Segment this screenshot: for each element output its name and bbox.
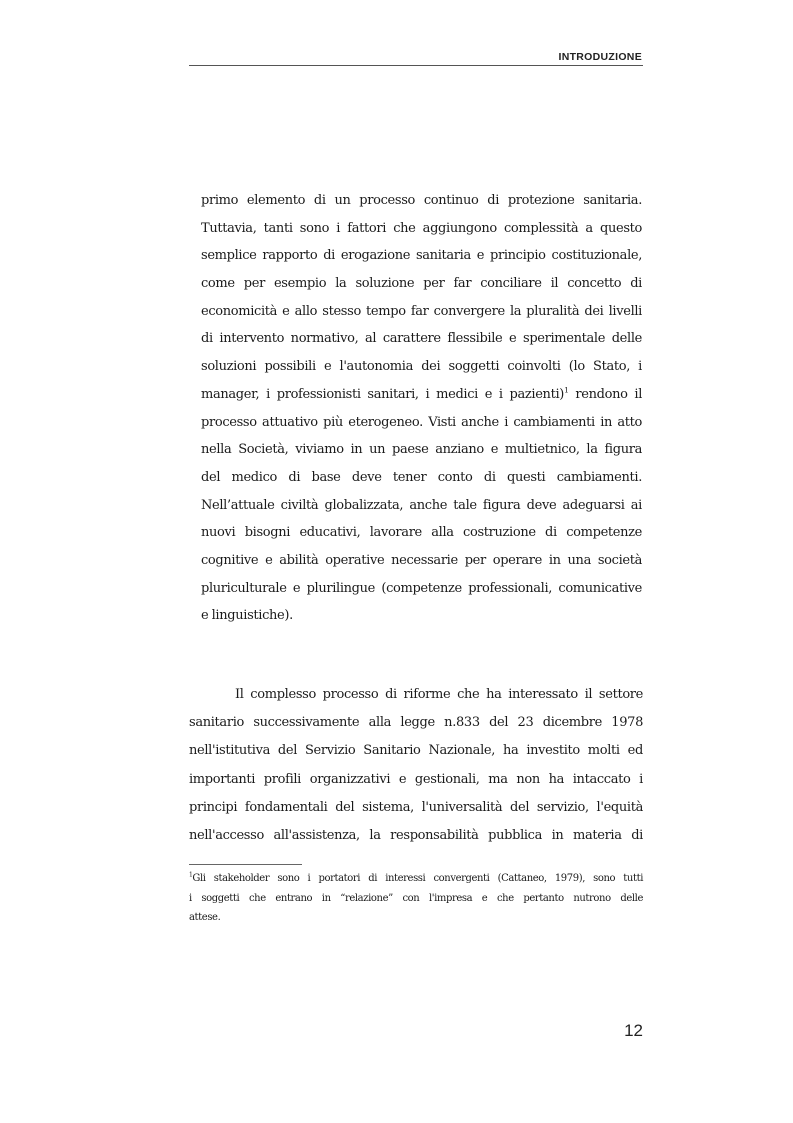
footnote-line: i soggetti che entrano in “relazione” con l'impresa e che pertanto nutrono delle (189, 892, 643, 904)
text-line: pluriculturale e plurilingue (competenze professionali, comunicative (201, 580, 642, 596)
text-line-start: manager, i professionisti sanitari, i medici e i pazienti) (201, 386, 564, 402)
footnote-separator (189, 864, 302, 865)
text-line: nell'accesso all'assistenza, la responsabilità pubblica in materia di (189, 827, 643, 843)
page-number: 12 (624, 1021, 643, 1040)
text-line: Tuttavia, tanti sono i fattori che aggiungono complessità a questo (201, 220, 642, 236)
text-line: di intervento normativo, al carattere flessibile e sperimentale delle (201, 331, 642, 347)
footnote-reference[interactable]: 1 (563, 385, 569, 395)
footnote-line: attese. (189, 912, 221, 923)
footnote-line (189, 869, 643, 889)
footnote-text: Gli stakeholder sono i portatori di interessi convergenti (Cattaneo, 1979), sono tutti (192, 873, 643, 884)
text-line: come per esempio la soluzione per far conciliare il concetto di (201, 276, 642, 292)
text-line: cognitive e abilità operative necessarie per operare in una società (201, 552, 642, 568)
text-line-end: rendono il (568, 386, 643, 402)
text-line: Nell’attuale civiltà globalizzata, anche tale figura deve adeguarsi ai (201, 497, 642, 513)
text-line: nuovi bisogni educativi, lavorare alla costruzione di competenze (201, 525, 642, 541)
footnote (189, 869, 643, 928)
text-line: principi fondamentali del sistema, l'universalità del servizio, l'equità (189, 799, 643, 815)
indented-block (201, 187, 642, 630)
text-line: e linguistiche). (201, 608, 293, 624)
running-header: INTRODUZIONE (558, 51, 642, 63)
text-line: soluzioni possibili e l'autonomia dei soggetti coinvolti (lo Stato, i (201, 359, 642, 375)
text-line-with-footnote (201, 381, 642, 409)
footnote-marker: 1 (189, 871, 193, 879)
text-line: Il complesso processo di riforme che ha interessato il settore (235, 687, 643, 702)
text-line: semplice rapporto di erogazione sanitaria e principio costituzionale, (201, 248, 642, 264)
text-line: economicità e allo stesso tempo far convergere la pluralità dei livelli (201, 303, 642, 319)
text-line: nell'istitutiva del Servizio Sanitario Nazionale, ha investito molti ed (189, 743, 643, 759)
text-line: processo attuativo più eterogeneo. Visti anche i cambiamenti in atto (201, 414, 642, 430)
body-paragraph (189, 681, 643, 850)
text-line: importanti profili organizzativi e gestionali, ma non ha intaccato i (189, 771, 643, 787)
text-line: sanitario successivamente alla legge n.833 del 23 dicembre 1978 (189, 715, 643, 731)
header-rule (189, 65, 643, 66)
text-line: del medico di base deve tener conto di questi cambiamenti. (201, 469, 642, 485)
text-line: nella Società, viviamo in un paese anziano e multietnico, la figura (201, 442, 642, 458)
text-line: primo elemento di un processo continuo di protezione sanitaria. (201, 193, 642, 208)
